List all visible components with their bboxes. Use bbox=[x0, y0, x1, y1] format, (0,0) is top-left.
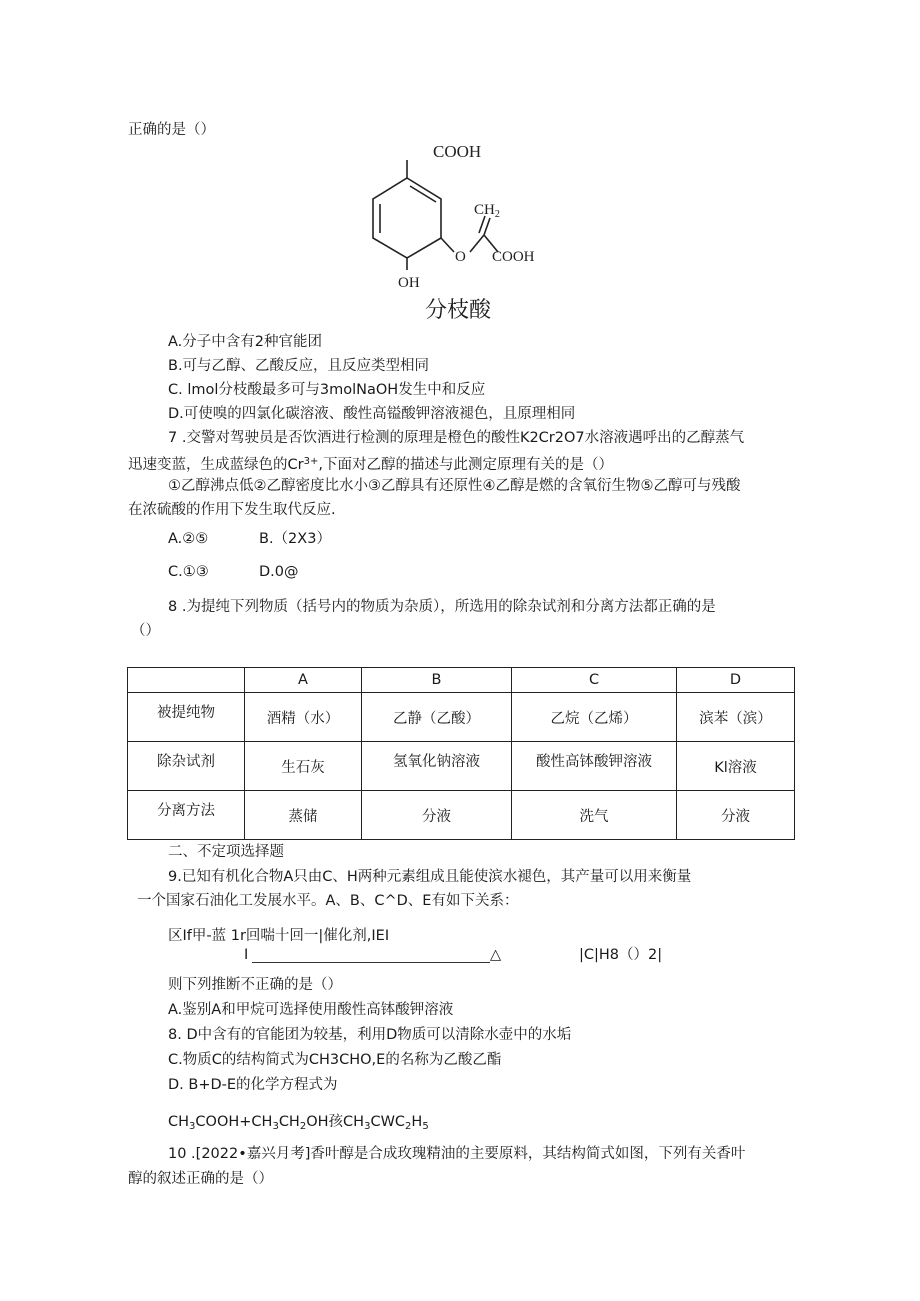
purification-table bbox=[127, 667, 795, 840]
table-header-cell: C bbox=[512, 668, 677, 693]
q9-option-b: 8. D中含有的官能团为较基，利用D物质可以清除水壶中的水垢 bbox=[168, 1027, 572, 1043]
label-cooh-right: COOH bbox=[492, 249, 535, 265]
label-ch2: $CH_2$ bbox=[474, 202, 500, 220]
label-o: O bbox=[455, 249, 466, 265]
table-header-row bbox=[128, 668, 795, 693]
scheme-i: I bbox=[244, 947, 249, 963]
q7-line3: ①乙醇沸点低②乙醇密度比水小③乙醇具有还原性④乙醇是燃的含氧衍生物⑤乙醇可与残酸 bbox=[168, 478, 741, 494]
table-cell: 洗气 bbox=[512, 791, 677, 840]
table-row bbox=[128, 791, 795, 840]
q7-option-d: D.0@ bbox=[259, 564, 299, 580]
q7-option-a: A.②⑤ bbox=[168, 531, 209, 547]
section-heading: 二、不定项选择题 bbox=[168, 844, 284, 860]
q9-line1: 9.已知有机化合物A只由C、H两种元素组成且能使滨水褪色，其产量可以用来衡量 bbox=[168, 869, 692, 885]
table-cell: 分液 bbox=[362, 791, 512, 840]
table-cell: Kl溶液 bbox=[677, 742, 795, 791]
bond-to-o bbox=[441, 238, 454, 252]
table-cell: 酒精（水） bbox=[245, 693, 362, 742]
q9-option-c: C.物质C的结构简式为CH3CHO,E的名称为乙酸乙酯 bbox=[168, 1052, 502, 1068]
ring-bonds bbox=[373, 178, 441, 258]
q7-option-c: C.①③ bbox=[168, 564, 209, 580]
scheme-top: 区If甲-蓝 1r回喘十回一|催化剂,IEI bbox=[168, 928, 390, 944]
table-cell: 蒸储 bbox=[245, 791, 362, 840]
scheme-triangle: △ bbox=[490, 947, 502, 963]
table-row-header: 被提纯物 bbox=[128, 693, 245, 742]
label-cooh-top: COOH bbox=[433, 142, 482, 161]
table-cell: 乙静（乙酸） bbox=[362, 693, 512, 742]
q6-option-b: B.可与乙醇、乙酸反应，且反应类型相同 bbox=[168, 358, 430, 374]
table-row-header: 除杂试剂 bbox=[128, 742, 245, 791]
bond-o-carbon bbox=[470, 235, 484, 252]
q7-line4: 在浓硫酸的作用下发生取代反应. bbox=[128, 502, 336, 518]
q9-option-d: D. B+D-E的化学方程式为 bbox=[168, 1077, 338, 1093]
q9-question: 则下列推断不正确的是（） bbox=[168, 977, 342, 993]
structure-caption: 分枝酸 bbox=[425, 298, 492, 323]
q6-option-c: C. lmol分枝酸最多可与3molNaOH发生中和反应 bbox=[168, 382, 486, 398]
q6-option-a: A.分子中含有2种官能团 bbox=[168, 334, 322, 350]
table-cell: 滨苯（滨） bbox=[677, 693, 795, 742]
table-row-header: 分离方法 bbox=[128, 791, 245, 840]
table-row bbox=[128, 693, 795, 742]
q7-line2: 迅速变蓝，生成蓝绿色的$Cr^{3+}$,下面对乙醇的描述与此测定原理有关的是（） bbox=[128, 456, 613, 473]
table-header-cell: D bbox=[677, 668, 795, 693]
q10-line2: 醇的叙述正确的是（） bbox=[128, 1171, 273, 1187]
q7-line1: 7 .交警对驾驶员是否饮酒进行检测的原理是橙色的酸性K2Cr2O7水溶液遇呼出的乙醇蒸气 bbox=[168, 430, 745, 446]
table-row bbox=[128, 742, 795, 791]
table-cell: 生石灰 bbox=[245, 742, 362, 791]
table-header-cell: B bbox=[362, 668, 512, 693]
q9-option-a: A.鉴别A和甲烷可选择使用酸性高钵酸钾溶液 bbox=[168, 1002, 454, 1018]
table-cell: 氢氧化钠溶液 bbox=[362, 742, 512, 791]
scheme-right: |C|H8（）2| bbox=[579, 947, 663, 963]
q8-line1: 8 .为提纯下列物质（括号内的物质为杂质），所选用的除杂试剂和分离方法都正确的是 bbox=[168, 599, 716, 615]
table-cell: 酸性高钵酸钾溶液 bbox=[512, 742, 677, 791]
bond-ch2-a bbox=[484, 218, 490, 235]
table-header-cell bbox=[128, 668, 245, 693]
table-cell: 分液 bbox=[677, 791, 795, 840]
chorismic-acid-structure bbox=[0, 0, 920, 330]
q10-line1: 10 .[2022•嘉兴月考]香叶醇是合成玫瑰精油的主要原料，其结构简式如图，下列有关香叶 bbox=[168, 1146, 746, 1162]
scheme-line bbox=[252, 962, 490, 963]
q6-option-d: D.可使嗅的四氯化碳溶液、酸性高镒酸钾溶液褪色，且原理相同 bbox=[168, 406, 576, 422]
intro-line: 正确的是（） bbox=[128, 122, 215, 138]
table-cell: 乙烷（乙烯） bbox=[512, 693, 677, 742]
q9-line2: 一个国家石油化工发展水平。A、B、C^D、E有如下关系： bbox=[137, 893, 519, 909]
table-header-cell: A bbox=[245, 668, 362, 693]
q7-option-b: B.（2X3） bbox=[259, 531, 331, 547]
label-oh: OH bbox=[398, 275, 420, 291]
q9-equation: $CH_3COOH+CH_3CH_2OH$孩$CH_3CWC_2H_5$ bbox=[168, 1114, 429, 1132]
bond-ch2-b bbox=[479, 216, 485, 233]
q8-line2: （） bbox=[131, 623, 160, 639]
